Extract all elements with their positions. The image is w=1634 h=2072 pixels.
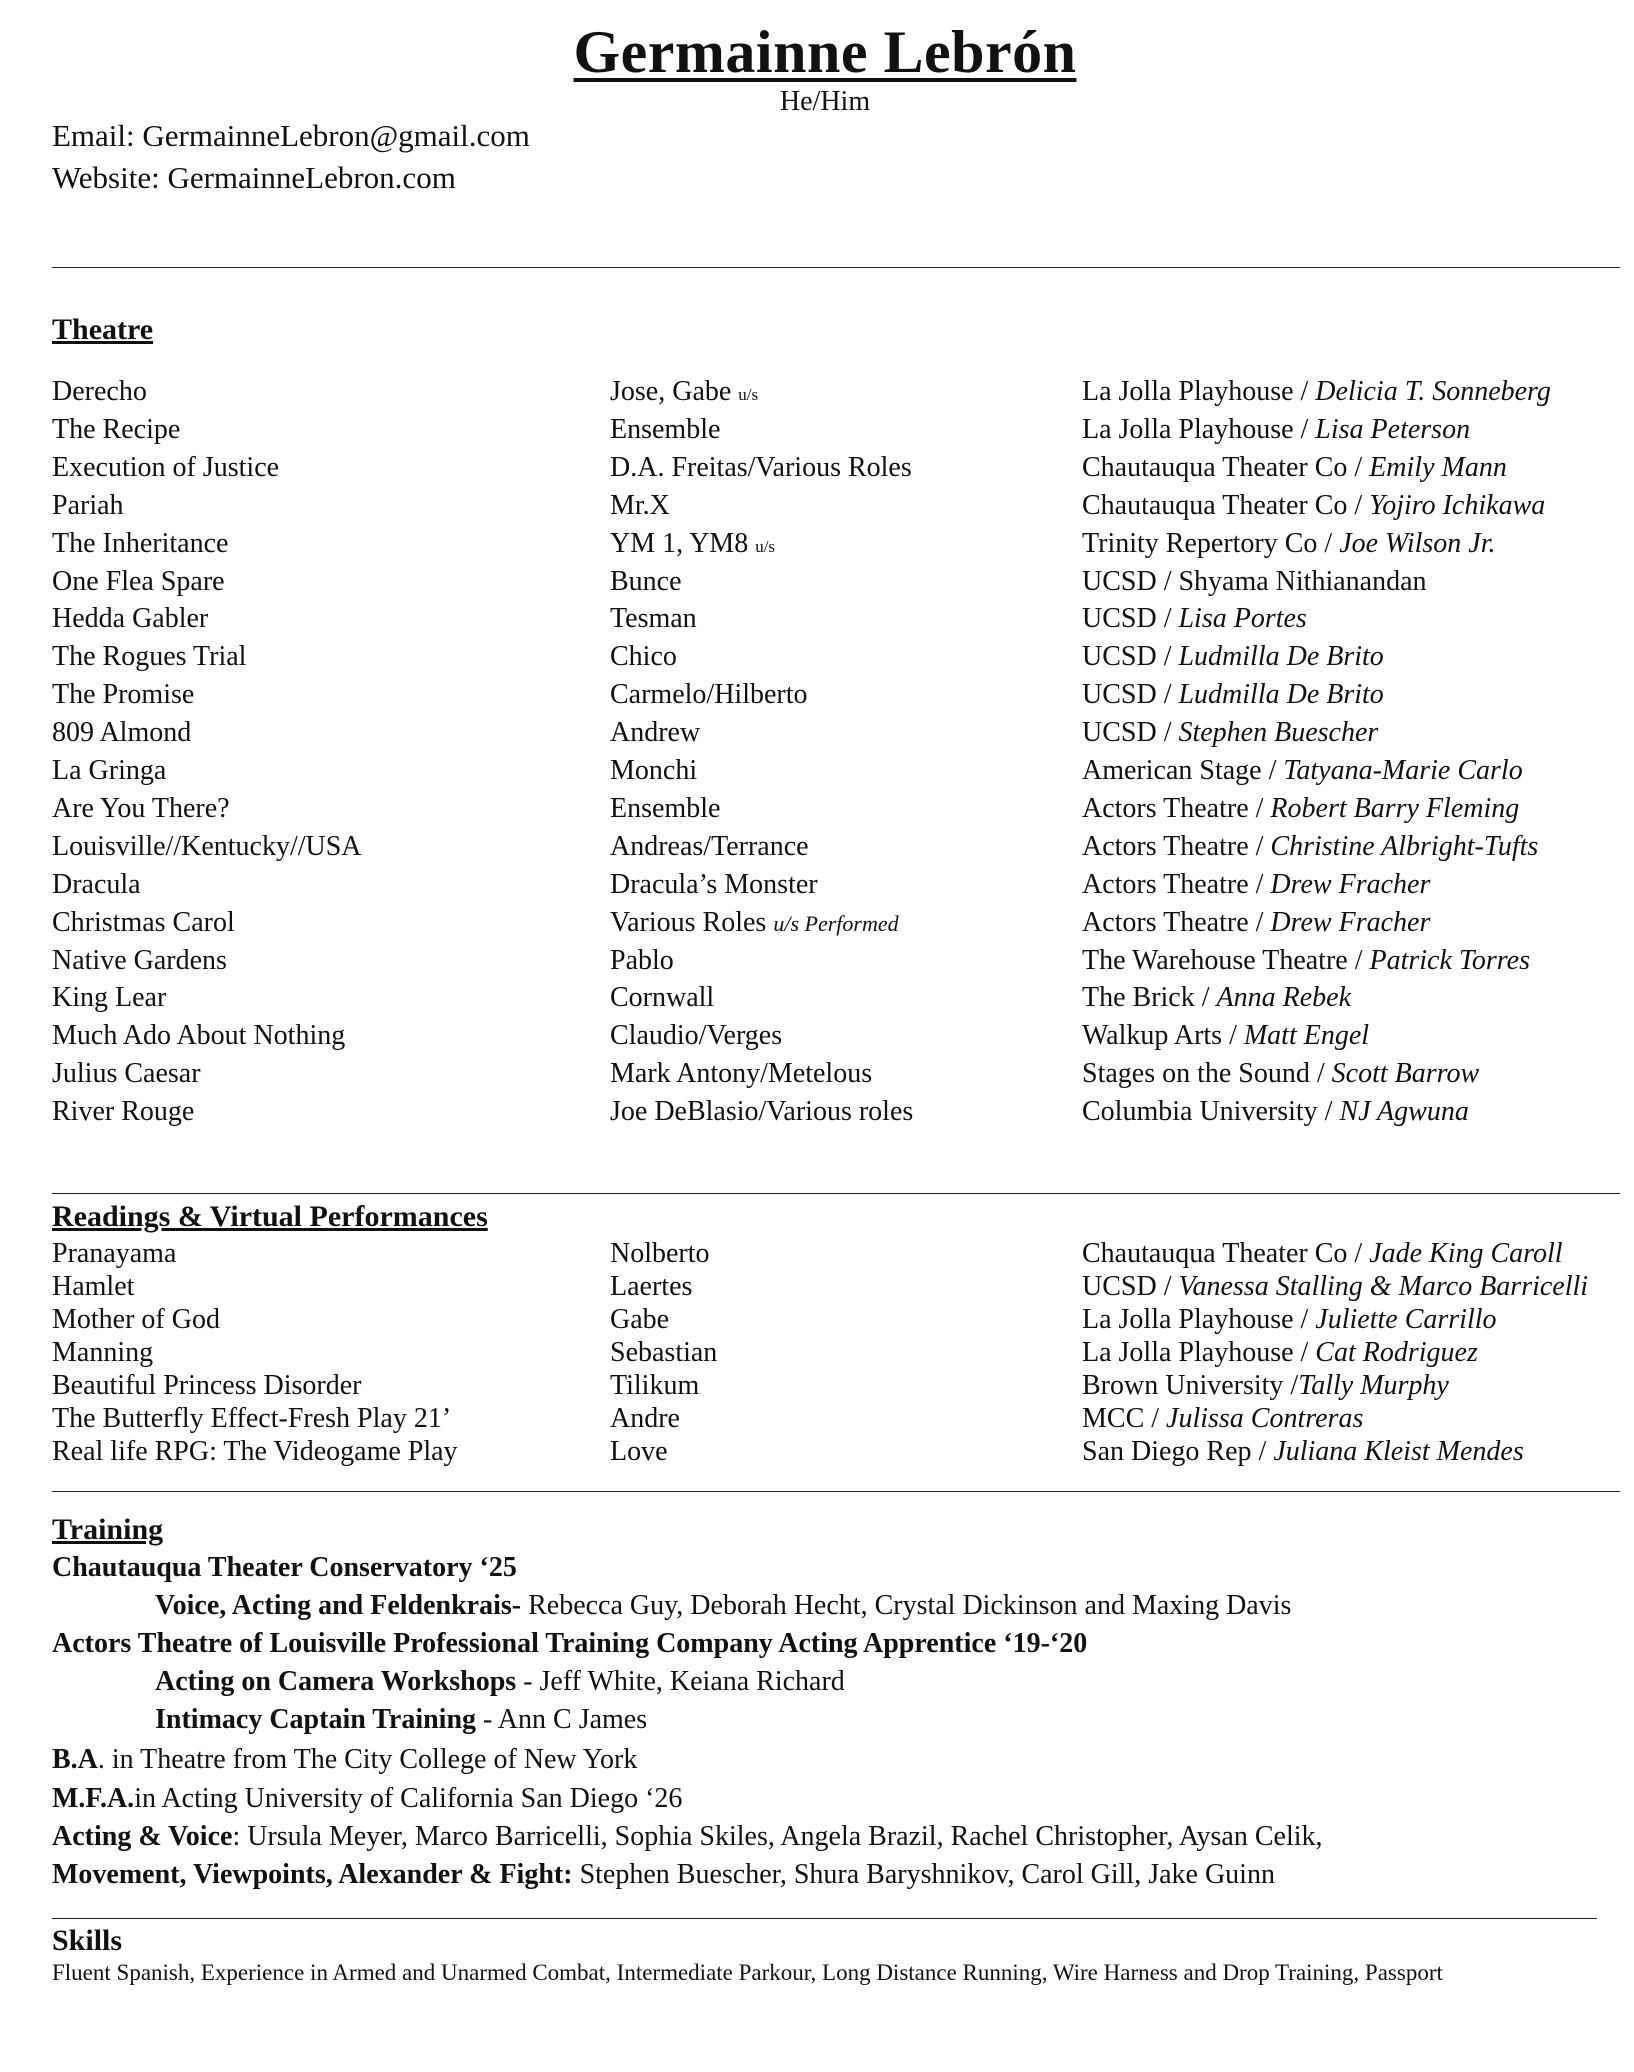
role-name: Andrew (610, 717, 701, 749)
venue-cell (1082, 376, 1551, 408)
role-name: Dracula’s Monster (610, 868, 818, 900)
table-row (0, 528, 1634, 564)
venue-name: UCSD / (1082, 679, 1179, 711)
director-name: Drew Fracher (1270, 906, 1431, 938)
director-name: Patrick Torres (1369, 944, 1530, 976)
role-cell (610, 528, 775, 560)
venue-name: Trinity Repertory Co / (1082, 527, 1340, 559)
role-cell (610, 1304, 669, 1336)
role-name: Various Roles (610, 906, 767, 938)
venue-name: La Jolla Playhouse / (1082, 1337, 1316, 1368)
table-row (0, 1271, 1634, 1307)
role-name: Mark Antony/Metelous (610, 1058, 873, 1090)
training-acting-line (52, 1821, 1323, 1853)
role-cell (610, 1436, 668, 1468)
director-name: NJ Agwuna (1339, 1096, 1469, 1128)
venue-cell (1082, 490, 1545, 522)
role-note: u/s (755, 536, 776, 556)
role-name: D.A. Freitas/Various Roles (610, 451, 912, 483)
table-row (0, 831, 1634, 867)
role-cell (610, 755, 697, 787)
table-row (0, 793, 1634, 829)
director-name: Julissa Contreras (1166, 1403, 1364, 1434)
director-name: Yojiro Ichikawa (1369, 489, 1546, 521)
venue-cell (1082, 603, 1307, 635)
director-name: Stephen Buescher (1178, 717, 1379, 749)
venue-name: The Brick / (1082, 982, 1217, 1014)
director-name: Anna Rebek (1216, 982, 1352, 1014)
show-title: Execution of Justice (52, 451, 280, 483)
venue-cell (1082, 528, 1496, 560)
training-voice-names: Rebecca Guy, Deborah Hecht, Crystal Dickinson and Maxing Davis (521, 1590, 1292, 1621)
table-row (0, 566, 1634, 602)
table-row (0, 414, 1634, 450)
venue-name: UCSD / (1082, 641, 1179, 673)
table-row (0, 1304, 1634, 1340)
venue-name: Chautauqua Theater Co / (1082, 451, 1370, 483)
venue-name: American Stage / (1082, 755, 1284, 786)
website-line[interactable]: Website: GermainneLebron.com (52, 160, 456, 195)
venue-name: Actors Theatre / (1082, 830, 1271, 862)
divider (52, 1491, 1620, 1492)
training-camera-names: - Jeff White, Keiana Richard (516, 1666, 845, 1697)
table-row (0, 1058, 1634, 1094)
role-name: Monchi (610, 755, 698, 786)
training-voice-line (155, 1590, 1291, 1622)
role-cell (610, 793, 720, 825)
show-title: Hamlet (52, 1271, 135, 1302)
role-name: Cornwall (610, 982, 715, 1014)
venue-name: UCSD / Shyama Nithianandan (1082, 565, 1427, 597)
director-name: Cat Rodriguez (1315, 1337, 1478, 1368)
table-row (0, 945, 1634, 981)
director-name: Ludmilla De Brito (1178, 641, 1384, 673)
training-movement-names: Stephen Buescher, Shura Baryshnikov, Carol Gill, Jake Guinn (572, 1859, 1275, 1890)
venue-name: Walkup Arts / (1082, 1020, 1244, 1052)
role-name: Sebastian (610, 1337, 718, 1368)
venue-name: UCSD / (1082, 1271, 1179, 1302)
training-acting-names: : Ursula Meyer, Marco Barricelli, Sophia Skiles, Angela Brazil, Rachel Christopher, Aysan Celik, (232, 1821, 1323, 1852)
venue-cell (1082, 1096, 1469, 1128)
role-cell (610, 1271, 692, 1303)
role-name: Carmelo/Hilberto (610, 679, 808, 711)
table-row (0, 1238, 1634, 1274)
director-name: Joe Wilson Jr. (1339, 527, 1496, 559)
venue-cell (1082, 1436, 1524, 1468)
venue-cell (1082, 1370, 1449, 1402)
show-title: Real life RPG: The Videogame Play (52, 1436, 458, 1467)
venue-cell (1082, 945, 1530, 977)
venue-cell (1082, 717, 1378, 749)
show-title: Hedda Gabler (52, 603, 209, 635)
training-mfa-text: in Acting University of California San Diego ‘26 (134, 1783, 683, 1814)
role-name: Ensemble (610, 413, 721, 445)
director-name: Jade King Caroll (1369, 1238, 1563, 1269)
table-row (0, 1436, 1634, 1472)
training-ba-line (52, 1744, 637, 1776)
show-title: Dracula (52, 868, 141, 900)
resume-name: Germainne Lebrón (573, 19, 1077, 85)
role-cell (610, 1238, 710, 1270)
training-movement-label: Movement, Viewpoints, Alexander & Fight: (52, 1859, 573, 1890)
show-title: La Gringa (52, 755, 167, 786)
role-name: Claudio/Verges (610, 1020, 783, 1052)
training-conservatory: Chautauqua Theater Conservatory ‘25 (52, 1552, 517, 1583)
role-cell (610, 1020, 782, 1052)
table-row (0, 869, 1634, 905)
training-intimacy-label: Intimacy Captain Training (155, 1704, 477, 1735)
training-camera-label: Acting on Camera Workshops (155, 1666, 517, 1697)
training-voice-label: Voice, Acting and Feldenkrais- (155, 1590, 522, 1621)
venue-name: MCC / (1082, 1403, 1167, 1434)
table-row (0, 490, 1634, 526)
venue-name: Actors Theatre / (1082, 906, 1271, 938)
venue-cell (1082, 869, 1430, 901)
role-name: Nolberto (610, 1238, 710, 1269)
venue-cell (1082, 452, 1507, 484)
table-row (0, 452, 1634, 488)
training-acting-label: Acting & Voice (52, 1821, 233, 1852)
venue-cell (1082, 1271, 1588, 1303)
table-row (0, 1337, 1634, 1373)
show-title: Manning (52, 1337, 154, 1368)
venue-cell (1082, 641, 1384, 673)
venue-name: The Warehouse Theatre / (1082, 944, 1370, 976)
table-row (0, 982, 1634, 1018)
director-name: Ludmilla De Brito (1178, 679, 1384, 711)
table-row (0, 603, 1634, 639)
role-cell (610, 945, 674, 977)
role-name: Chico (610, 641, 677, 673)
venue-cell (1082, 982, 1351, 1014)
show-title: Are You There? (52, 792, 230, 824)
show-title: Derecho (52, 376, 147, 407)
role-cell (610, 1370, 699, 1402)
venue-name: Chautauqua Theater Co / (1082, 1238, 1370, 1269)
show-title: The Inheritance (52, 527, 229, 559)
role-cell (610, 1096, 913, 1128)
show-title: 809 Almond (52, 717, 192, 749)
director-name: Matt Engel (1243, 1020, 1370, 1052)
show-title: Mother of God (52, 1304, 220, 1335)
role-cell (610, 603, 697, 635)
director-name: Scott Barrow (1331, 1058, 1480, 1090)
role-cell (610, 566, 682, 598)
training-camera-line (155, 1666, 845, 1698)
director-name: Juliette Carrillo (1315, 1304, 1497, 1335)
role-name: Tesman (610, 603, 697, 635)
director-name: Juliana Kleist Mendes (1273, 1436, 1524, 1467)
role-cell (610, 717, 700, 749)
role-cell (610, 982, 714, 1014)
venue-name: Stages on the Sound / (1082, 1058, 1332, 1090)
venue-cell (1082, 414, 1470, 446)
director-name: Tally Murphy (1298, 1370, 1449, 1401)
venue-name: Brown University / (1082, 1370, 1299, 1401)
role-name: Bunce (610, 565, 682, 597)
show-title: The Recipe (52, 413, 181, 445)
divider (52, 1193, 1620, 1194)
table-row (0, 1370, 1634, 1406)
table-row (0, 641, 1634, 677)
show-title: One Flea Spare (52, 565, 225, 597)
divider (52, 1918, 1597, 1919)
table-row (0, 907, 1634, 943)
role-name: Laertes (610, 1271, 693, 1302)
director-name: Tatyana-Marie Carlo (1283, 755, 1523, 786)
role-name: Tilikum (610, 1370, 700, 1401)
director-name: Drew Fracher (1270, 868, 1431, 900)
role-note: u/s Performed (773, 910, 899, 936)
venue-cell (1082, 679, 1384, 711)
director-name: Lisa Peterson (1315, 413, 1471, 445)
venue-name: La Jolla Playhouse / (1082, 376, 1316, 407)
director-name: Emily Mann (1369, 451, 1507, 483)
show-title: River Rouge (52, 1096, 195, 1128)
skills-heading: Skills (52, 1924, 123, 1957)
role-cell (610, 1403, 680, 1435)
training-intimacy-names: - Ann C James (476, 1704, 648, 1735)
role-cell (610, 414, 720, 446)
venue-name: UCSD / (1082, 603, 1179, 635)
venue-cell (1082, 1403, 1363, 1435)
show-title: Beautiful Princess Disorder (52, 1370, 362, 1401)
venue-cell (1082, 831, 1538, 863)
role-name: Andreas/Terrance (610, 830, 809, 862)
show-title: Pranayama (52, 1238, 177, 1269)
role-name: Ensemble (610, 792, 721, 824)
role-cell (610, 679, 808, 711)
theatre-heading: Theatre (52, 313, 154, 346)
training-heading: Training (52, 1513, 164, 1546)
venue-cell (1082, 566, 1427, 598)
venue-cell (1082, 755, 1523, 787)
show-title: The Butterfly Effect-Fresh Play 21’ (52, 1403, 452, 1434)
venue-cell (1082, 1337, 1478, 1369)
venue-name: Chautauqua Theater Co / (1082, 489, 1370, 521)
venue-cell (1082, 1058, 1479, 1090)
venue-cell (1082, 1304, 1497, 1336)
role-name: Mr.X (610, 489, 670, 521)
role-cell (610, 831, 809, 863)
role-name: Joe DeBlasio/Various roles (610, 1096, 914, 1128)
venue-name: San Diego Rep / (1082, 1436, 1274, 1467)
venue-cell (1082, 1020, 1369, 1052)
table-row (0, 1096, 1634, 1132)
show-title: The Rogues Trial (52, 641, 247, 673)
role-cell (610, 1337, 717, 1369)
role-cell (610, 376, 758, 408)
training-mfa-label: M.F.A. (52, 1783, 135, 1814)
director-name: Robert Barry Fleming (1270, 792, 1520, 824)
role-name: Pablo (610, 944, 674, 976)
show-title: Much Ado About Nothing (52, 1020, 346, 1052)
role-note: u/s (738, 385, 759, 404)
role-cell (610, 490, 670, 522)
training-mfa-line (52, 1783, 682, 1815)
venue-name: Actors Theatre / (1082, 792, 1271, 824)
venue-name: Columbia University / (1082, 1096, 1340, 1128)
pronouns: He/Him (779, 86, 871, 117)
show-title: Christmas Carol (52, 906, 235, 938)
role-name: YM 1, YM8 (610, 527, 749, 559)
table-row (0, 717, 1634, 753)
training-ba-text: . in Theatre from The City College of New York (97, 1744, 638, 1775)
venue-cell (1082, 1238, 1563, 1270)
role-cell (610, 907, 899, 939)
divider (52, 267, 1620, 268)
director-name: Christine Albright-Tufts (1270, 830, 1539, 862)
venue-name: La Jolla Playhouse / (1082, 413, 1316, 445)
readings-heading: Readings & Virtual Performances (52, 1200, 488, 1233)
training-movement-line (52, 1859, 1275, 1891)
role-name: Gabe (610, 1304, 670, 1335)
director-name: Lisa Portes (1178, 603, 1307, 635)
venue-cell (1082, 907, 1430, 939)
role-cell (610, 1058, 872, 1090)
role-name: Love (610, 1436, 668, 1467)
role-cell (610, 869, 818, 901)
venue-name: Actors Theatre / (1082, 868, 1271, 900)
show-title: Native Gardens (52, 944, 227, 976)
show-title: Julius Caesar (52, 1058, 201, 1090)
table-row (0, 1020, 1634, 1056)
director-name: Delicia T. Sonneberg (1315, 376, 1551, 407)
show-title: King Lear (52, 982, 167, 1014)
role-name: Jose, Gabe (610, 376, 732, 407)
training-atl: Actors Theatre of Louisville Professional Training Company Acting Apprentice ‘19-‘20 (52, 1628, 1088, 1659)
table-row (0, 1403, 1634, 1439)
training-intimacy-line (155, 1704, 647, 1736)
role-cell (610, 452, 912, 484)
role-name: Andre (610, 1403, 680, 1434)
venue-name: La Jolla Playhouse / (1082, 1304, 1316, 1335)
table-row (0, 755, 1634, 791)
venue-cell (1082, 793, 1519, 825)
show-title: Pariah (52, 489, 124, 521)
director-name: Vanessa Stalling & Marco Barricelli (1178, 1271, 1589, 1302)
email-line[interactable]: Email: GermainneLebron@gmail.com (52, 118, 530, 153)
venue-name: UCSD / (1082, 717, 1179, 749)
table-row (0, 679, 1634, 715)
role-cell (610, 641, 677, 673)
show-title: The Promise (52, 679, 195, 711)
show-title: Louisville//Kentucky//USA (52, 830, 362, 862)
training-ba-label: B.A (52, 1744, 98, 1775)
skills-text: Fluent Spanish, Experience in Armed and Unarmed Combat, Intermediate Parkour, Long Distance Running, Wire Harness and Drop Training, Passport (52, 1960, 1443, 1985)
table-row (0, 376, 1634, 412)
